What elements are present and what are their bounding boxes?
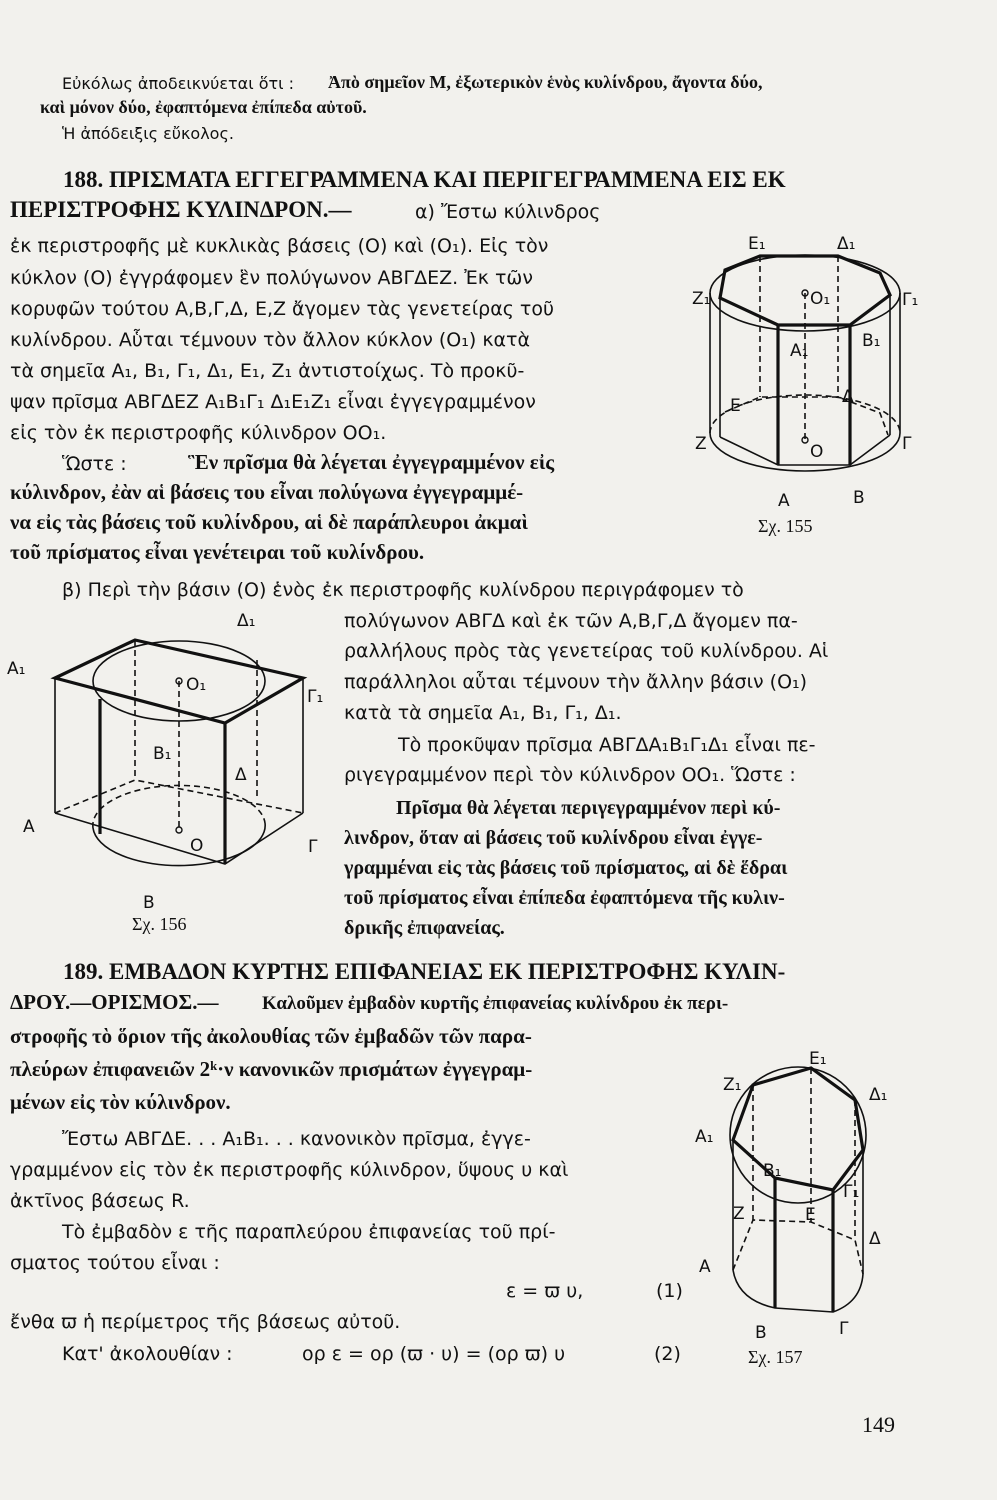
s189-text: Ἔστω ΑΒΓΔΕ. . . Α₁Β₁. . . κανονικὸν πρῖσμα, ἐγγε- xyxy=(62,1128,531,1150)
label-E: Ε xyxy=(805,1205,816,1225)
figure-156-caption: Σχ. 156 xyxy=(132,914,187,934)
s188-b-text: ριγεγραμμένον περὶ τὸν κύλινδρον ΟΟ₁. Ὥστε : xyxy=(344,764,796,786)
s188-b-definition: γραμμέναι εἰς τὰς βάσεις τοῦ πρίσματος, αἱ δὲ ἕδραι xyxy=(344,857,788,879)
figure-157-caption: Σχ. 157 xyxy=(748,1347,803,1367)
label-D1: Δ₁ xyxy=(837,234,856,254)
label-A: Α xyxy=(699,1257,711,1277)
figure-156-drawing xyxy=(15,608,335,948)
s188-b-text: ραλλήλους πρὸς τὰς γενετείρας τοῦ κυλίνδρου. Αἱ xyxy=(344,640,829,662)
label-B1: Β₁ xyxy=(763,1161,782,1181)
label-E1: Ε₁ xyxy=(748,234,766,254)
label-Z1: Ζ₁ xyxy=(692,289,711,309)
figure-155 xyxy=(690,225,920,545)
label-O: Ο xyxy=(810,442,824,462)
label-A: Α xyxy=(778,491,790,511)
label-B1: Β₁ xyxy=(153,744,172,764)
s189-text: Τὸ ἐμβαδὸν ε τῆς παραπλεύρου ἐπιφανείας τοῦ πρί- xyxy=(62,1221,556,1243)
label-E1: Ε₁ xyxy=(809,1049,827,1069)
label-Z: Ζ xyxy=(733,1204,745,1224)
intro-line-3: Ἡ ἀπόδειξις εὔκολος. xyxy=(62,124,234,143)
s188-text: ψαν πρῖσμα ΑΒΓΔΕΖ Α₁Β₁Γ₁ Δ₁Ε₁Ζ₁ εἶναι ἐγγεγραμμένον xyxy=(10,391,536,413)
s188-definition: να εἰς τὰς βάσεις τοῦ κυλίνδρου, αἱ δὲ παράπλευροι ἀκμαὶ xyxy=(10,510,528,534)
s189-text: ἔνθα ϖ ἡ περίμετρος τῆς βάσεως αὐτοῦ. xyxy=(10,1311,401,1333)
figure-155-caption: Σχ. 155 xyxy=(758,516,813,536)
section-189-heading: 189. ΕΜΒΑΔΟΝ ΚΥΡΤΗΣ ΕΠΙΦΑΝΕΙΑΣ ΕΚ ΠΕΡΙΣΤΡΟΦΗΣ ΚΥΛΙΝ- xyxy=(63,959,786,984)
s188-b-text: παράλληλοι αὗται τέμνουν τὴν ἄλλην βάσιν (Ο₁) xyxy=(344,671,808,693)
s188-b-definition: λινδρον, ὅταν αἱ βάσεις τοῦ κυλίνδρου εἶναι ἐγγε- xyxy=(344,827,763,849)
label-E: Ε xyxy=(730,396,741,416)
s189-text: ἀκτῖνος βάσεως R. xyxy=(10,1190,190,1212)
s188-definition: τοῦ πρίσματος εἶναι γενέτειραι τοῦ κυλίνδρου. xyxy=(10,540,425,564)
section-189-heading-2: ΔΡΟΥ.—ΟΡΙΣΜΟΣ.— xyxy=(10,990,219,1014)
label-G: Γ xyxy=(902,434,912,454)
intro-line-1b: Ἀπὸ σημεῖον Μ, ἐξωτερικὸν ἑνὸς κυλίνδρου, ἄγοντα δύο, xyxy=(328,72,763,92)
label-B: Β xyxy=(755,1323,767,1343)
label-A: Α xyxy=(23,817,35,837)
s189-text: γραμμένον εἰς τὸν ἐκ περιστροφῆς κύλινδρον, ὕψους υ καὶ xyxy=(10,1159,569,1181)
s188-definition: Ἓν πρῖσμα θὰ λέγεται ἐγγεγραμμένον εἰς xyxy=(188,450,555,474)
intro-line-1a: Εὐκόλως ἀποδεικνύεται ὅτι : xyxy=(62,74,295,93)
label-G1: Γ₁ xyxy=(307,687,324,707)
s188-b-definition: Πρῖσμα θὰ λέγεται περιγεγραμμένον περὶ κύ- xyxy=(396,797,781,819)
equation-2-number: (2) xyxy=(654,1343,681,1365)
s189-definition: πλεύρων ἐπιφανειῶν 2ᵏ·ν κανονικῶν πρισμάτων ἐγγεγραμ- xyxy=(10,1057,533,1081)
label-D1: Δ₁ xyxy=(869,1085,888,1105)
s188-b-text: πολύγωνον ΑΒΓΔ καὶ ἐκ τῶν Α,Β,Γ,Δ ἄγομεν πα- xyxy=(344,610,798,632)
s189-definition: μένων εἰς τὸν κύλινδρον. xyxy=(10,1090,231,1114)
figure-155-drawing xyxy=(690,225,920,545)
label-Z: Ζ xyxy=(695,434,707,454)
section-188-heading-2: ΠΕΡΙΣΤΡΟΦΗΣ ΚΥΛΙΝΔΡΟΝ.— xyxy=(10,197,352,222)
label-B: Β xyxy=(853,488,865,508)
label-D1: Δ₁ xyxy=(237,611,256,631)
label-Z1: Ζ₁ xyxy=(723,1075,742,1095)
label-G1: Γ₁ xyxy=(902,290,919,310)
s188-text: τὰ σημεῖα Α₁, Β₁, Γ₁, Δ₁, Ε₁, Ζ₁ ἀντιστοίχως. Τὸ προκῦ- xyxy=(10,360,525,382)
label-A1: Α₁ xyxy=(695,1127,714,1147)
label-D: Δ xyxy=(869,1229,881,1249)
figure-156 xyxy=(7,608,335,948)
label-A1: Α₁ xyxy=(7,659,26,679)
s188-text: εἰς τὸν ἐκ περιστροφῆς κύλινδρον ΟΟ₁. xyxy=(10,422,387,444)
s188-definition: κύλινδρον, ἐὰν αἱ βάσεις του εἶναι πολύγωνα ἐγγεγραμμέ- xyxy=(10,480,524,504)
s188-def-label: Ὥστε : xyxy=(62,453,127,475)
label-G: Γ xyxy=(839,1319,849,1339)
equation-1-number: (1) xyxy=(656,1280,683,1302)
label-B1: Β₁ xyxy=(862,331,881,351)
label-A1: Α₁ xyxy=(790,341,809,361)
s189-definition: στροφῆς τὸ ὅριον τῆς ἀκολουθίας τῶν ἐμβαδῶν τῶν παρα- xyxy=(10,1024,532,1048)
s188-text: κορυφῶν τούτου Α,Β,Γ,Δ, Ε,Ζ ἄγομεν τὰς γενετείρας τοῦ xyxy=(10,298,554,320)
label-D: Δ xyxy=(235,765,247,785)
label-O1: Ο₁ xyxy=(186,675,207,695)
s188-b-text: κατὰ τὰ σημεῖα Α₁, Β₁, Γ₁, Δ₁. xyxy=(344,702,622,724)
s189-definition: Καλοῦμεν ἐμβαδὸν κυρτῆς ἐπιφανείας κυλίνδρου ἐκ περι- xyxy=(262,993,729,1014)
s188-b-definition: δρικῆς ἐπιφανείας. xyxy=(344,917,505,939)
intro-line-2: καὶ μόνον δύο, ἐφαπτόμενα ἐπίπεδα αὐτοῦ. xyxy=(40,97,367,117)
s188-text: κυλίνδρου. Αὗται τέμνουν τὸν ἄλλον κύκλον (Ο₁) κατὰ xyxy=(10,329,531,351)
s188-b-definition: τοῦ πρίσματος εἶναι ἐπίπεδα ἐφαπτόμενα τῆς κυλιν- xyxy=(344,887,785,909)
s188-text: κύκλον (Ο) ἐγγράφομεν ἓν πολύγωνον ΑΒΓΔΕΖ. Ἐκ τῶν xyxy=(10,267,533,289)
label-O1: Ο₁ xyxy=(810,289,831,309)
s188-b-text: β) Περὶ τὴν βάσιν (Ο) ἑνὸς ἐκ περιστροφῆς κυλίνδρου περιγράφομεν τὸ xyxy=(62,579,744,601)
label-D: Δ xyxy=(842,387,854,407)
label-B: Β xyxy=(143,893,155,913)
s188-text: α) Ἔστω κύλινδρος xyxy=(415,201,601,223)
label-G: Γ xyxy=(308,837,318,857)
s188-text: ἐκ περιστροφῆς μὲ κυκλικὰς βάσεις (Ο) καὶ (Ο₁). Εἰς τὸν xyxy=(10,235,549,257)
figure-157 xyxy=(693,1050,913,1375)
label-G1: Γ₁ xyxy=(843,1182,860,1202)
s189-text: Κατ' ἀκολουθίαν : xyxy=(62,1343,233,1365)
label-O: Ο xyxy=(190,836,204,856)
equation-1: ε = ϖ υ, xyxy=(506,1280,584,1302)
page-number: 149 xyxy=(862,1412,895,1437)
s188-b-text: Τὸ προκῦψαν πρῖσμα ΑΒΓΔΑ₁Β₁Γ₁Δ₁ εἶναι πε- xyxy=(398,734,816,756)
equation-2: ορ ε = ορ (ϖ · υ) = (ορ ϖ) υ xyxy=(302,1343,566,1365)
s189-text: σματος τούτου εἶναι : xyxy=(10,1252,220,1274)
section-188-heading: 188. ΠΡΙΣΜΑΤΑ ΕΓΓΕΓΡΑΜΜΕΝΑ ΚΑΙ ΠΕΡΙΓΕΓΡΑΜΜΕΝΑ ΕΙΣ ΕΚ xyxy=(63,167,786,192)
